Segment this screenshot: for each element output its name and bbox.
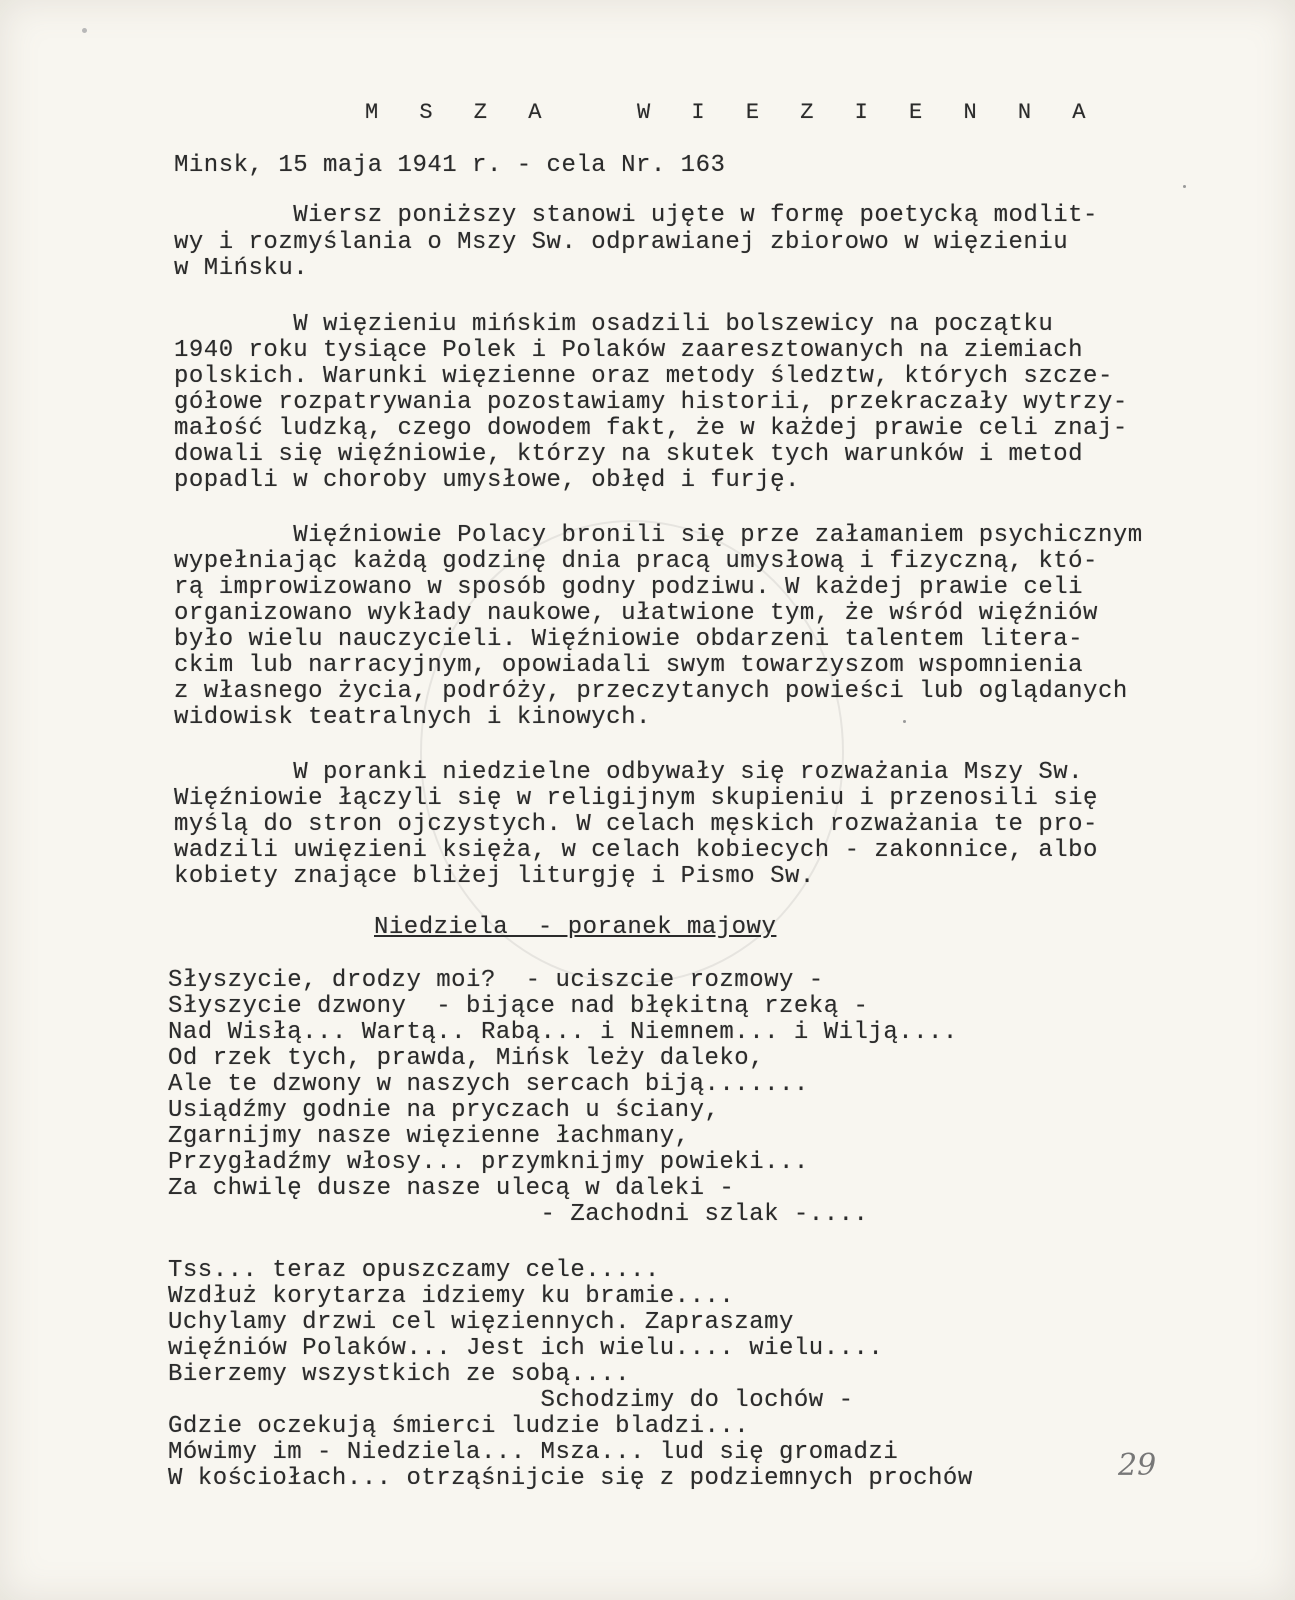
paragraph-3-line-5: było wielu nauczycieli. Więźniowie obdarzeni talentem litera-: [174, 626, 1084, 653]
paragraph-2-line-2: 1940 roku tysiące Polek i Polaków zaaresztowanych na ziemiach: [174, 337, 1084, 364]
poem-line: Tss... teraz opuszczamy cele.....: [168, 1257, 660, 1284]
paragraph-4-line-4: wadzili uwięzieni księża, w celach kobiecych - zakonnice, albo: [174, 837, 1098, 864]
paragraph-3-line-4: organizowano wykłady naukowe, ułatwione tym, że wśród więźniów: [174, 600, 1098, 627]
poem-line: Mówimy im - Niedziela... Msza... lud się gromadzi: [168, 1439, 899, 1466]
ink-speck: [1183, 185, 1186, 188]
intro-line-2: wy i rozmyślania o Mszy Sw. odprawianej zbiorowo w więzieniu: [174, 229, 1069, 256]
poem-line: - Zachodni szlak -....: [168, 1201, 869, 1228]
paragraph-3-line-3: rą improwizowano w sposób godny podziwu. W każdej prawie celi: [174, 574, 1084, 601]
paragraph-2-line-3: polskich. Warunki więzienne oraz metody śledztw, których szcze-: [174, 363, 1113, 390]
paragraph-3-line-8: widowisk teatralnych i kinowych.: [174, 704, 651, 731]
poem-line: Wzdłuż korytarza idziemy ku bramie....: [168, 1283, 735, 1310]
poem-line: Schodzimy do lochów -: [168, 1387, 854, 1414]
paragraph-4-line-5: kobiety znające bliżej liturgję i Pismo Sw.: [174, 863, 815, 890]
poem-subheading: Niedziela - poranek majowy: [374, 914, 777, 941]
ink-speck: [903, 720, 906, 723]
paragraph-2-line-5: małość ludzką, czego dowodem fakt, że w każdej prawie celi znaj-: [174, 415, 1128, 442]
paragraph-2-line-4: gółowe rozpatrywania pozostawiamy historii, przekraczały wytrzy-: [174, 389, 1128, 416]
poem-line: Nad Wisłą... Wartą.. Rabą... i Niemnem... i Wilją....: [168, 1019, 958, 1046]
poem-line: W kościołach... otrząśnijcie się z podziemnych prochów: [168, 1465, 973, 1492]
intro-line-1: Wiersz poniższy stanowi ujęte w formę poetycką modlit-: [174, 202, 1098, 229]
paragraph-3-line-6: ckim lub narracyjnym, opowiadali swym towarzyszom wspomnienia: [174, 652, 1084, 679]
paragraph-2-line-7: popadli w choroby umysłowe, obłęd i furję.: [174, 467, 800, 494]
paragraph-4-line-3: myślą do stron ojczystych. W celach męskich rozważania te pro-: [174, 811, 1098, 838]
document-heading: Minsk, 15 maja 1941 r. - cela Nr. 163: [174, 152, 726, 179]
poem-line: Przygładźmy włosy... przymknijmy powieki...: [168, 1149, 809, 1176]
poem-line: Od rzek tych, prawda, Mińsk leży daleko,: [168, 1045, 765, 1072]
paragraph-4-line-2: Więźniowie łączyli się w religijnym skupieniu i przenosili się: [174, 785, 1098, 812]
poem-line: Usiądźmy godnie na pryczach u ściany,: [168, 1097, 720, 1124]
punch-hole-mark: [82, 28, 87, 33]
poem-line: Bierzemy wszystkich ze sobą....: [168, 1361, 630, 1388]
poem-line: Słyszycie dzwony - bijące nad błękitną rzeką -: [168, 993, 869, 1020]
poem-line: Zgarnijmy nasze więzienne łachmany,: [168, 1123, 690, 1150]
poem-line: Słyszycie, drodzy moi? - uciszcie rozmowy -: [168, 967, 824, 994]
poem-line: Ale te dzwony w naszych sercach biją.......: [168, 1071, 809, 1098]
poem-line: Uchylamy drzwi cel więziennych. Zapraszamy: [168, 1309, 794, 1336]
page-number: 29: [1118, 1448, 1157, 1483]
paragraph-4-line-1: W poranki niedzielne odbywały się rozważania Mszy Sw.: [174, 759, 1084, 786]
poem-line: Za chwilę dusze nasze ulecą w daleki -: [168, 1175, 735, 1202]
paragraph-3-line-2: wypełniając każdą godzinę dnia pracą umysłową i fizyczną, któ-: [174, 548, 1098, 575]
poem-line: Gdzie oczekują śmierci ludzie bladzi...: [168, 1413, 750, 1440]
document-title: M S Z A W I E Z I E N N A: [365, 100, 1100, 125]
intro-line-3: w Mińsku.: [174, 255, 309, 282]
paragraph-3-line-7: z własnego życia, podróży, przeczytanych powieści lub oglądanych: [174, 678, 1128, 705]
poem-line: więźniów Polaków... Jest ich wielu.... wielu....: [168, 1335, 884, 1362]
paragraph-3-line-1: Więźniowie Polacy bronili się prze załamaniem psychicznym: [174, 522, 1143, 549]
paragraph-2-line-1: W więzieniu mińskim osadzili bolszewicy na początku: [174, 311, 1054, 338]
paragraph-2-line-6: dowali się więźniowie, którzy na skutek tych warunków i metod: [174, 441, 1084, 468]
